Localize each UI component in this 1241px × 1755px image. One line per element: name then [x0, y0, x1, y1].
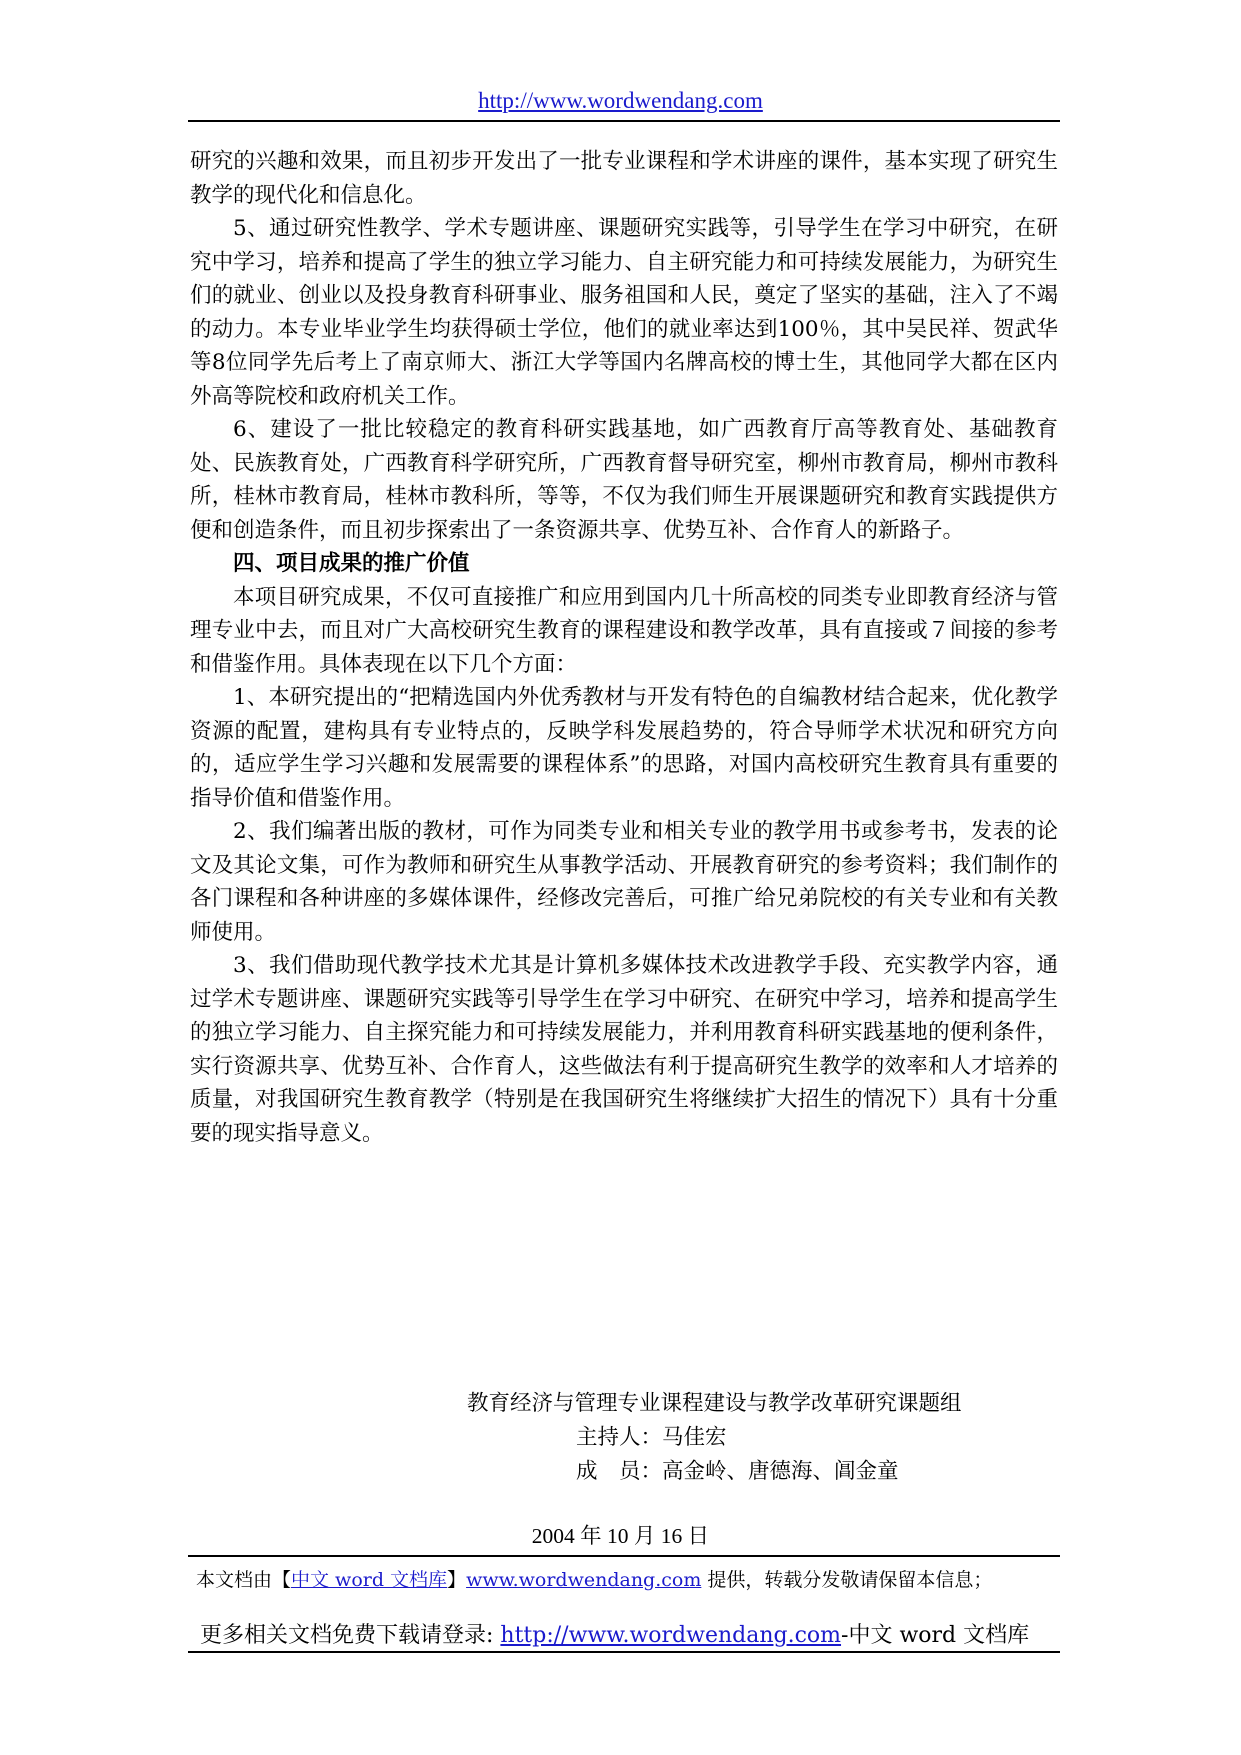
footer-bracket-close: 】 — [447, 1569, 467, 1591]
header-rule — [188, 120, 1060, 122]
footer-line2-prefix: 更多相关文档免费下载请登录: — [200, 1623, 501, 1648]
footer-line-1 — [196, 1565, 992, 1592]
document-body — [190, 145, 1058, 1150]
section-heading: 四、项目成果的推广价值 — [233, 551, 470, 576]
footer-line2-suffix: -中文 word 文档库 — [841, 1623, 1030, 1648]
members-names: 高金岭、唐德海、阊金童 — [662, 1459, 899, 1484]
signature-group: 教育经济与管理专业课程建设与教学改革研究课题组 — [467, 1391, 962, 1416]
signature-host — [576, 1421, 727, 1455]
host-name: 马佳宏 — [662, 1425, 727, 1450]
footer-line-2 — [200, 1618, 1029, 1649]
paragraph-point-1: 1、本研究提出的“把精选国内外优秀教材与开发有特色的自编教材结合起来，优化教学资源的配置，建构具有专业特点的，反映学科发展趋势的，符合导师学术状况和研究方向的，适应学生学习兴趣和发展需要的课程体系”的思路，对国内高校研究生教育具有重要的指导价值和借鉴作用。 — [190, 685, 1058, 811]
footer-line2-url-link[interactable]: http://www.wordwendang.com — [500, 1623, 842, 1648]
paragraph-continuation: 研究的兴趣和效果，而且初步开发出了一批专业课程和学术讲座的课件，基本实现了研究生教学的现代化和信息化。 — [190, 149, 1058, 208]
footer-url-link[interactable]: www.wordwendang.com — [466, 1569, 702, 1591]
footer-line1-suffix: 提供，转载分发敬请保留本信息； — [701, 1569, 993, 1591]
paragraph-item-5: 5、通过研究性教学、学术专题讲座、课题研究实践等，引导学生在学习中研究，在研究中学习，培养和提高了学生的独立学习能力、自主研究能力和可持续发展能力，为研究生们的就业、创业以及投身教育科研事业、服务祖国和人民，奠定了坚实的基础，注入了不竭的动力。本专业毕业学生均获得硕士学位，他们的就业率达到100％，其中吴民祥、贺武华等8位同学先后考上了南京师大、浙江大学等国内名牌高校的博士生，其他同学大都在区内外高等院校和政府机关工作。 — [190, 216, 1058, 409]
paragraph-intro: 本项目研究成果，不仅可直接推广和应用到国内几十所高校的同类专业即教育经济与管理专业中去，而且对广大高校研究生教育的课程建设和教学改革，具有直接或７间接的参考和借鉴作用。具体表现在以下几个方面： — [190, 584, 1058, 677]
paragraph-point-2: 2、我们编著出版的教材，可作为同类专业和相关专业的教学用书或参考书，发表的论文及其论文集，可作为教师和研究生从事教学活动、开展教育研究的参考资料；我们制作的各门课程和各种讲座的多媒体课件，经修改完善后，可推广给兄弟院校的有关专业和有关教师使用。 — [190, 819, 1058, 945]
host-label: 主持人： — [576, 1425, 663, 1450]
header-url-link[interactable]: http://www.wordwendang.com — [478, 88, 763, 113]
footer-line1-prefix: 本文档由【 — [196, 1569, 292, 1591]
paragraph-item-6: 6、建设了一批比较稳定的教育科研实践基地，如广西教育厅高等教育处、基础教育处、民族教育处，广西教育科学研究所，广西教育督导研究室，柳州市教育局，柳州市教科所，桂林市教育局，桂林市教科所，等等，不仅为我们师生开展课题研究和教育实践提供方便和创造条件，而且初步探索出了一条资源共享、优势互补、合作育人的新路子。 — [190, 417, 1058, 543]
members-label: 成 员： — [576, 1459, 663, 1484]
paragraph-point-3: 3、我们借助现代教学技术尤其是计算机多媒体技术改进教学手段、充实教学内容，通过学术专题讲座、课题研究实践等引导学生在学习中研究、在研究中学习，培养和提高学生的独立学习能力、自主探究能力和可持续发展能力，并利用教育科研实践基地的便利条件，实行资源共享、优势互补、合作育人，这些做法有利于提高研究生教学的效率和人才培养的质量，对我国研究生教育教学（特别是在我国研究生将继续扩大招生的情况下）具有十分重要的现实指导意义。 — [190, 953, 1058, 1146]
footer-site-name-link[interactable]: 中文 word 文档库 — [291, 1569, 448, 1591]
footer-rule — [188, 1555, 1060, 1557]
bottom-rule — [188, 1651, 1060, 1653]
signature-members — [576, 1455, 899, 1489]
document-date: 2004 年 10 月 16 日 — [531, 1524, 710, 1548]
